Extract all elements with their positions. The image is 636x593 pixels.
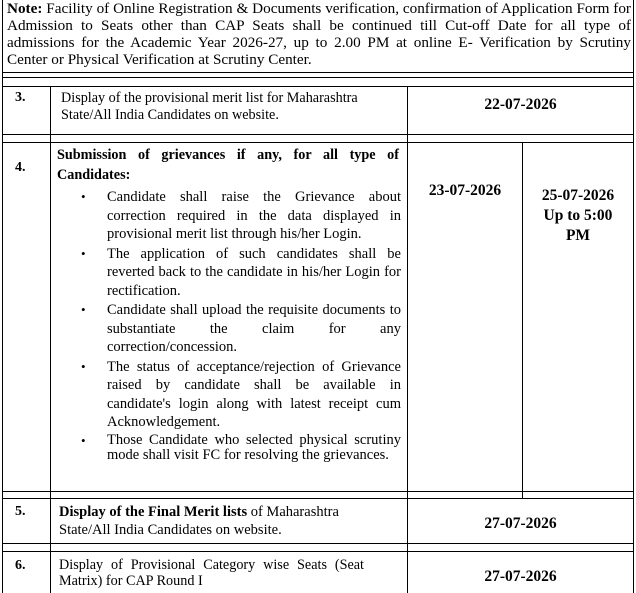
row-divider-3b — [2, 142, 634, 143]
row-divider-4b — [2, 498, 634, 499]
bullet-icon: • — [81, 302, 86, 317]
note-paragraph — [7, 0, 631, 68]
row-divider-5a — [2, 543, 634, 544]
row-5-activity — [59, 503, 379, 539]
row-divider-note-double — [2, 77, 634, 78]
bullet-icon: • — [81, 432, 86, 448]
bullet-icon: • — [81, 245, 86, 261]
end-date-line3: PM — [565, 227, 591, 244]
row-3-activity: Display of the provisional merit list for Maharashtra State/All India Candidates on website. — [61, 90, 358, 123]
row-4-sno: 4. — [15, 160, 26, 175]
list-item: • Candidate shall upload the requisite documents to substantiate the claim for any correction/concession. — [81, 302, 401, 355]
row-divider-5b — [2, 551, 634, 552]
grievance-list — [57, 188, 401, 465]
row-6-activity: Display of Provisional Category wise Seats (Seat Matrix) for CAP Round I — [59, 557, 364, 589]
row-4-start-date: 23-07-2026 — [428, 182, 502, 199]
end-date-line1: 25-07-2026 — [541, 187, 615, 204]
row-5-activity-bold: Display of the Final Merit lists — [59, 504, 248, 520]
note-label: Note: — [7, 0, 43, 17]
row-4-heading: Submission of grievances if any, for all type of Candidates: — [57, 147, 399, 183]
bullet-icon: • — [81, 358, 86, 374]
row-divider-4a — [2, 491, 634, 492]
col-divider-sno — [50, 86, 51, 593]
row-3-date: 22-07-2026 — [484, 96, 557, 113]
table-border-left — [2, 0, 3, 593]
row-3-sno: 3. — [15, 90, 26, 105]
row-6-sno: 6. — [15, 558, 26, 573]
row-divider-note — [2, 72, 634, 73]
row-4-end-date — [523, 186, 633, 246]
list-item: • Those Candidate who selected physical scrutiny mode shall visit FC for resolving the grievances. — [81, 431, 401, 463]
row-divider-top — [2, 86, 634, 87]
list-item: • The status of acceptance/rejection of Grievance raised by candidate shall be available in candidate's login along with latest receipt cum Acknowledgement. — [81, 358, 401, 430]
row-divider-3a — [2, 134, 634, 135]
row-6-date: 27-07-2026 — [484, 568, 557, 585]
row-5-activity-rest: of Maharashtra State/All India Candidates on website. — [59, 504, 339, 538]
row-5-date: 27-07-2026 — [484, 515, 557, 532]
list-item: • The application of such candidates shall be reverted back to the candidate in his/her Login for rectification. — [81, 245, 401, 299]
table-border-right — [633, 0, 634, 593]
list-item: • Candidate shall raise the Grievance about correction required in the data displayed in provisional merit list through his/her Login. — [81, 189, 401, 242]
row-5-sno: 5. — [15, 504, 26, 519]
note-text: Facility of Online Registration & Documents verification, confirmation of Application Form for Admission to Seats other than CAP Seats shall be continued till Cut-off Date for all type of admissions for the Academic Year 2026-27, up to 2.00 PM at online E- Verification by Scrutiny Center or Physical Verification at Scrutiny Center. — [7, 0, 631, 68]
end-date-line2: Up to 5:00 — [543, 207, 613, 224]
bullet-icon: • — [81, 189, 86, 204]
